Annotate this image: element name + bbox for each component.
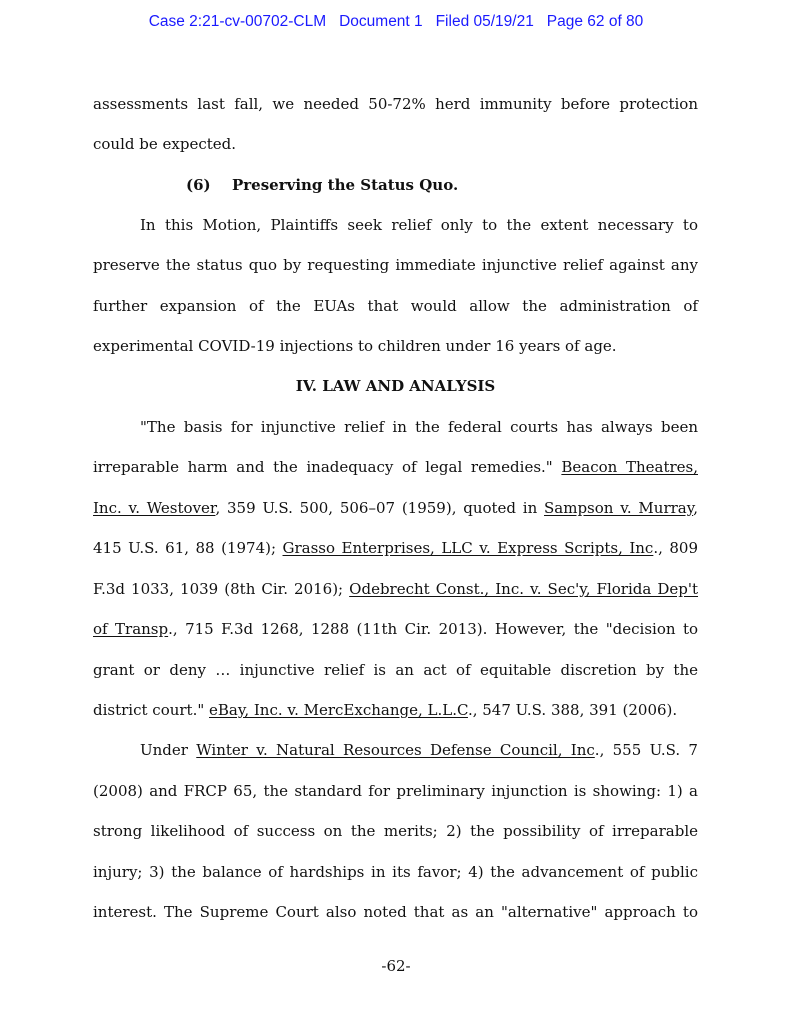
subsection-number: (6) [186, 176, 211, 194]
case-citation: Grasso Enterprises, LLC v. Express Scripts, Inc [282, 539, 654, 557]
text-span: , 359 U.S. 500, 506–07 (1959), quoted in [215, 499, 545, 517]
text-span: ., 715 F.3d 1268, 1288 (11th Cir. 2013). However, the "decision to [168, 620, 699, 638]
text-span: irreparable harm and the inadequacy of legal remedies." [93, 458, 562, 476]
section-heading: IV. LAW AND ANALYSIS [295, 377, 496, 395]
text-line [93, 458, 698, 476]
text-line: (2008) and FRCP 65, the standard for preliminary injunction is showing: 1) a [93, 782, 698, 800]
text-line [93, 499, 698, 517]
text-line: assessments last fall, we needed 50-72% herd immunity before protection [93, 95, 698, 113]
text-line: In this Motion, Plaintiffs seek relief only to the extent necessary to [140, 216, 698, 234]
text-line: injury; 3) the balance of hardships in its favor; 4) the advancement of public [93, 863, 698, 881]
document-number: Document 1 [339, 13, 423, 30]
text-span: , [693, 499, 699, 517]
subsection-heading [0, 176, 792, 196]
case-citation: Beacon Theatres, [561, 458, 698, 476]
case-citation: Inc. v. Westover [93, 499, 216, 517]
page-number: -62- [381, 957, 411, 975]
document-body [93, 0, 698, 1024]
case-citation: Odebrecht Const., Inc. v. Sec'y, Florida Dep't [349, 580, 699, 598]
text-line: preserve the status quo by requesting immediate injunctive relief against any [93, 256, 698, 274]
text-span: Under [140, 741, 197, 759]
text-span: ., 809 [653, 539, 699, 557]
text-line [93, 701, 698, 719]
text-line: interest. The Supreme Court also noted that as an "alternative" approach to [93, 903, 698, 921]
text-line: further expansion of the EUAs that would allow the administration of [93, 297, 698, 315]
subsection-title: Preserving the Status Quo. [232, 176, 459, 194]
text-line: "The basis for injunctive relief in the federal courts has always been [140, 418, 698, 436]
text-span: district court." [93, 701, 210, 719]
case-citation: of Transp [93, 620, 169, 638]
text-line [93, 741, 698, 759]
text-line [93, 620, 698, 638]
filed-date: Filed 05/19/21 [435, 13, 534, 30]
text-line [93, 539, 698, 557]
case-citation: Winter v. Natural Resources Defense Council, Inc [196, 741, 595, 759]
text-span: F.3d 1033, 1039 (8th Cir. 2016); [93, 580, 350, 598]
case-citation: eBay, Inc. v. MercExchange, L.L.C [209, 701, 468, 719]
text-line: strong likelihood of success on the merits; 2) the possibility of irreparable [93, 822, 698, 840]
text-span: ., 547 U.S. 388, 391 (2006). [467, 701, 678, 719]
text-line: experimental COVID-19 injections to children under 16 years of age. [93, 337, 617, 355]
case-number: Case 2:21-cv-00702-CLM [148, 13, 327, 30]
text-line: grant or deny … injunctive relief is an act of equitable discretion by the [93, 661, 698, 679]
text-span: 415 U.S. 61, 88 (1974); [93, 539, 283, 557]
case-citation: Sampson v. Murray [544, 499, 694, 517]
page-indicator: Page 62 of 80 [546, 13, 644, 30]
text-span: ., 555 U.S. 7 [594, 741, 698, 759]
text-line: could be expected. [93, 135, 236, 153]
text-line [93, 580, 698, 598]
